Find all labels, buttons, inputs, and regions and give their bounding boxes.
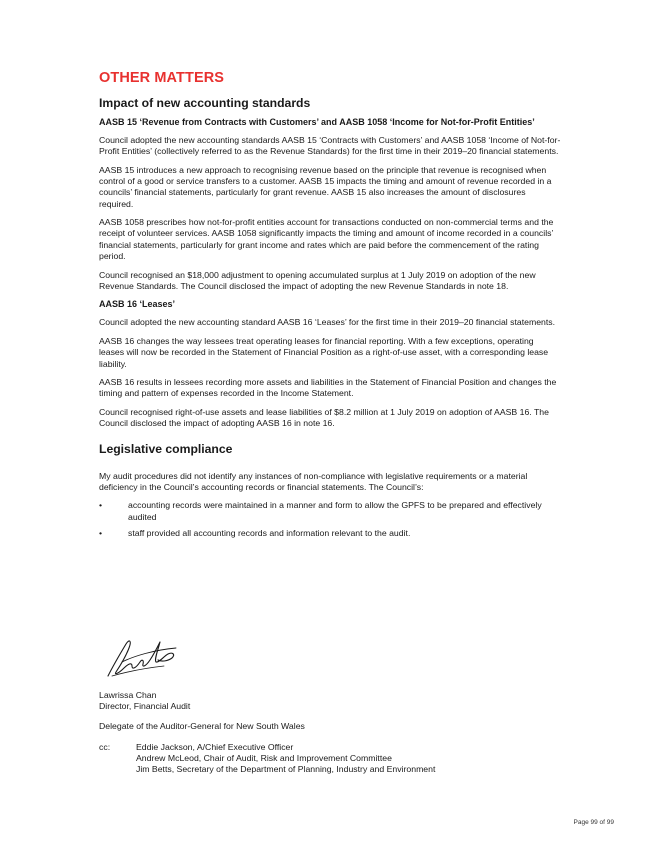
paragraph: AASB 16 results in lessees recording more assets and liabilities in the Statement of Financial Position and changes the timing and pattern of expenses recorded in the Income Statement. — [99, 377, 557, 399]
signer-block — [99, 690, 190, 712]
bullet-icon: • — [99, 527, 103, 538]
handwritten-signature — [102, 632, 182, 680]
signer-title: Director, Financial Audit — [99, 701, 191, 712]
bullet-list — [99, 500, 561, 539]
paragraph: AASB 16 changes the way lessees treat operating leases for financial reporting. With a few exceptions, operating leases will now be recorded in the Statement of Financial Position as a right-of-use asset, with a corresponding lease liability. — [99, 336, 549, 369]
paragraph: Council recognised an $18,000 adjustment to opening accumulated surplus at 1 July 2019 on adoption of the new Revenue Standards. The Council disclosed the impact of adopting the new Revenue Standards in note 18. — [99, 269, 536, 291]
paragraph: Council adopted the new accounting standard AASB 16 ‘Leases’ for the first time in their 2019–20 financial statements. — [99, 317, 556, 328]
delegate-line: Delegate of the Auditor-General for New South Wales — [99, 721, 305, 731]
signer-name: Lawrissa Chan — [99, 690, 157, 700]
list-item-text: staff provided all accounting records and information relevant to the audit. — [128, 527, 411, 538]
subheading-aasb16: AASB 16 ‘Leases’ — [99, 299, 176, 310]
cc-recipient: Jim Betts, Secretary of the Department of Planning, Industry and Environment — [136, 764, 436, 775]
list-item — [99, 528, 561, 539]
section-title-accounting-standards: Impact of new accounting standards — [99, 96, 311, 110]
cc-label: cc: — [99, 742, 111, 752]
section-title-legislative-compliance: Legislative compliance — [99, 441, 233, 456]
paragraph: Council adopted the new accounting standards AASB 15 ‘Contracts with Customers’ and AASB 1058 ‘Income of Not-for-Profit Entities’ (collectively referred to as the Revenue Standards) for the first time in their 2019–20 financial statements. — [99, 135, 561, 157]
page-number: Page 99 of 99 — [573, 819, 614, 826]
cc-recipient: Eddie Jackson, A/Chief Executive Officer — [136, 742, 294, 752]
bullet-icon: • — [99, 500, 103, 511]
list-item — [99, 500, 561, 522]
paragraph: Council recognised right-of-use assets and lease liabilities of $8.2 million at 1 July 2019 on adoption of AASB 16. The Council disclosed the impact of adopting AASB 16 in note 16. — [99, 407, 549, 429]
paragraph: AASB 15 introduces a new approach to recognising revenue based on the principle that revenue is recognised when control of a good or service transfers to a customer. AASB 15 impacts the timing and amount of revenue recorded in a councils’ financial statements, particularly for grant revenue. AASB 15 also increases the amount of disclosures required. — [99, 164, 552, 209]
cc-recipients — [136, 742, 435, 776]
cc-recipient: Andrew McLeod, Chair of Audit, Risk and Improvement Committee — [136, 753, 392, 764]
paragraph: AASB 1058 prescribes how not-for-profit entities account for transactions conducted on non-commercial terms and the receipt of volunteer services. AASB 1058 significantly impacts the timing and amount of income recorded in a councils’ financial statements, particularly for grant income and rates which are paid before the commencement of the rating period. — [99, 217, 554, 261]
list-item-text: accounting records were maintained in a manner and form to allow the GPFS to be prepared and effectively audited — [128, 500, 542, 522]
paragraph: My audit procedures did not identify any instances of non-compliance with legislative requirements or a material deficiency in the Council’s accounting records or financial statements. The Council’s: — [99, 470, 528, 492]
page-heading: OTHER MATTERS — [99, 70, 225, 86]
main-content — [99, 70, 561, 544]
subheading-aasb15: AASB 15 ‘Revenue from Contracts with Customers’ and AASB 1058 ‘Income for Not-for-Profit Entities’ — [99, 117, 535, 127]
